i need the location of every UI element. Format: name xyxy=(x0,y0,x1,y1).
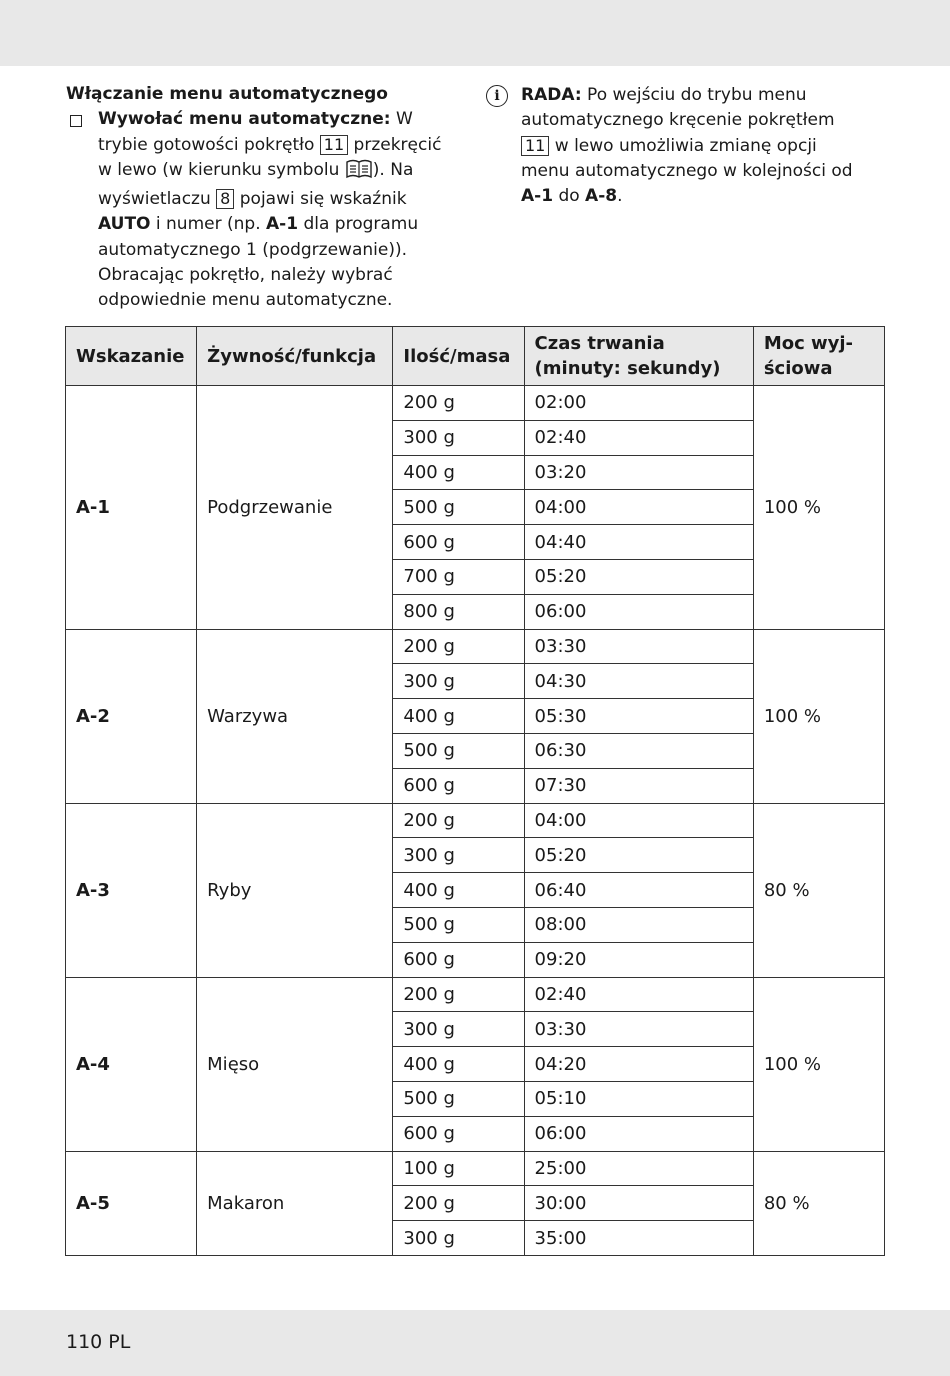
duration-cell: 04:20 xyxy=(524,1047,753,1082)
ref-number: 8 xyxy=(216,189,234,209)
quantity-cell: 200 g xyxy=(393,386,524,421)
table-row xyxy=(66,1151,885,1186)
bottom-band xyxy=(0,1310,950,1376)
auto-program-table xyxy=(65,326,885,1256)
quantity-cell: 200 g xyxy=(393,629,524,664)
step-text: pojawi się wskaźnik xyxy=(234,189,407,210)
quantity-cell: 500 g xyxy=(393,490,524,525)
quantity-cell: 800 g xyxy=(393,594,524,629)
quantity-cell: 400 g xyxy=(393,455,524,490)
program-code: A-1 xyxy=(521,186,554,207)
program-code-cell: A-3 xyxy=(66,803,197,977)
duration-cell: 06:00 xyxy=(524,1116,753,1151)
quantity-cell: 100 g xyxy=(393,1151,524,1186)
quantity-cell: 300 g xyxy=(393,838,524,873)
page-number: 110 PL xyxy=(66,1331,131,1353)
ref-number: 11 xyxy=(521,136,549,156)
program-code: A-8 xyxy=(585,186,618,207)
power-cell: 100 % xyxy=(753,386,884,630)
duration-cell: 09:20 xyxy=(524,942,753,977)
table-row xyxy=(66,386,885,421)
quantity-cell: 300 g xyxy=(393,420,524,455)
tip-text: do xyxy=(553,186,586,207)
top-band xyxy=(0,0,950,66)
checkbox-icon xyxy=(70,115,82,127)
quantity-cell: 300 g xyxy=(393,664,524,699)
column-header: Wskazanie xyxy=(66,327,197,386)
food-cell: Makaron xyxy=(197,1151,393,1255)
duration-cell: 03:20 xyxy=(524,455,753,490)
duration-cell: 02:40 xyxy=(524,420,753,455)
step-text: i numer (np. xyxy=(150,214,266,235)
quantity-cell: 600 g xyxy=(393,768,524,803)
quantity-cell: 400 g xyxy=(393,699,524,734)
tip-text: Po wejściu do trybu menu automatycznego kręcenie pokrętłem xyxy=(521,85,835,131)
column-header: Czas trwania (minuty: sekundy) xyxy=(524,327,753,386)
program-code-cell: A-4 xyxy=(66,977,197,1151)
program-code-cell: A-5 xyxy=(66,1151,197,1255)
tip-section xyxy=(486,83,866,209)
duration-cell: 05:20 xyxy=(524,838,753,873)
quantity-cell: 500 g xyxy=(393,733,524,768)
food-cell: Mięso xyxy=(197,977,393,1151)
duration-cell: 05:30 xyxy=(524,699,753,734)
table-row xyxy=(66,629,885,664)
duration-cell: 02:40 xyxy=(524,977,753,1012)
section-heading: Włączanie menu automatycznego xyxy=(66,84,388,104)
power-cell: 80 % xyxy=(753,803,884,977)
duration-cell: 04:40 xyxy=(524,525,753,560)
tip-text: . xyxy=(617,186,623,207)
column-header: Ilość/masa xyxy=(393,327,524,386)
column-header: Moc wyj-ściowa xyxy=(753,327,884,386)
duration-cell: 35:00 xyxy=(524,1221,753,1256)
intro-section xyxy=(66,82,446,314)
food-cell: Warzywa xyxy=(197,629,393,803)
step-text: dla programu automatycznego 1 (podgrzewanie)). Obracając pokrętło, należy wybrać odpowiednie menu automatyczne. xyxy=(98,214,419,311)
column-header: Żywność/funkcja xyxy=(197,327,393,386)
book-icon xyxy=(345,159,373,187)
instruction-step xyxy=(66,107,446,313)
duration-cell: 06:40 xyxy=(524,873,753,908)
duration-cell: 08:00 xyxy=(524,907,753,942)
duration-cell: 04:00 xyxy=(524,803,753,838)
duration-cell: 30:00 xyxy=(524,1186,753,1221)
power-cell: 80 % xyxy=(753,1151,884,1255)
program-code: A-1 xyxy=(266,214,299,235)
program-code-cell: A-2 xyxy=(66,629,197,803)
food-cell: Ryby xyxy=(197,803,393,977)
duration-cell: 05:20 xyxy=(524,559,753,594)
ref-number: 11 xyxy=(320,135,348,155)
quantity-cell: 200 g xyxy=(393,1186,524,1221)
power-cell: 100 % xyxy=(753,977,884,1151)
program-code-cell: A-1 xyxy=(66,386,197,630)
auto-label: AUTO xyxy=(98,214,151,235)
tip-note xyxy=(486,83,866,209)
duration-cell: 04:30 xyxy=(524,664,753,699)
table-row xyxy=(66,977,885,1012)
step-text: ). Na wyświetlaczu xyxy=(98,159,414,210)
duration-cell: 06:00 xyxy=(524,594,753,629)
table-header-row xyxy=(66,327,885,386)
duration-cell: 02:00 xyxy=(524,386,753,421)
quantity-cell: 500 g xyxy=(393,1081,524,1116)
step-title: Wywołać menu automatyczne: xyxy=(98,109,391,130)
tip-text: w lewo umożliwia zmianę opcji menu automatycznego w kolejności od xyxy=(521,135,853,181)
step-text: W trybie gotowości pokrętło xyxy=(98,109,413,155)
duration-cell: 03:30 xyxy=(524,1012,753,1047)
quantity-cell: 400 g xyxy=(393,873,524,908)
info-icon: i xyxy=(486,85,508,107)
food-cell: Podgrzewanie xyxy=(197,386,393,630)
quantity-cell: 200 g xyxy=(393,977,524,1012)
quantity-cell: 300 g xyxy=(393,1012,524,1047)
quantity-cell: 600 g xyxy=(393,1116,524,1151)
table-row xyxy=(66,803,885,838)
step-text: przekręcić w lewo (w kierunku symbolu xyxy=(98,134,442,180)
quantity-cell: 600 g xyxy=(393,942,524,977)
duration-cell: 07:30 xyxy=(524,768,753,803)
quantity-cell: 300 g xyxy=(393,1221,524,1256)
quantity-cell: 500 g xyxy=(393,907,524,942)
quantity-cell: 200 g xyxy=(393,803,524,838)
duration-cell: 06:30 xyxy=(524,733,753,768)
duration-cell: 04:00 xyxy=(524,490,753,525)
power-cell: 100 % xyxy=(753,629,884,803)
duration-cell: 03:30 xyxy=(524,629,753,664)
duration-cell: 25:00 xyxy=(524,1151,753,1186)
quantity-cell: 700 g xyxy=(393,559,524,594)
quantity-cell: 400 g xyxy=(393,1047,524,1082)
tip-label: RADA: xyxy=(521,85,582,105)
table-body xyxy=(66,386,885,1256)
duration-cell: 05:10 xyxy=(524,1081,753,1116)
quantity-cell: 600 g xyxy=(393,525,524,560)
